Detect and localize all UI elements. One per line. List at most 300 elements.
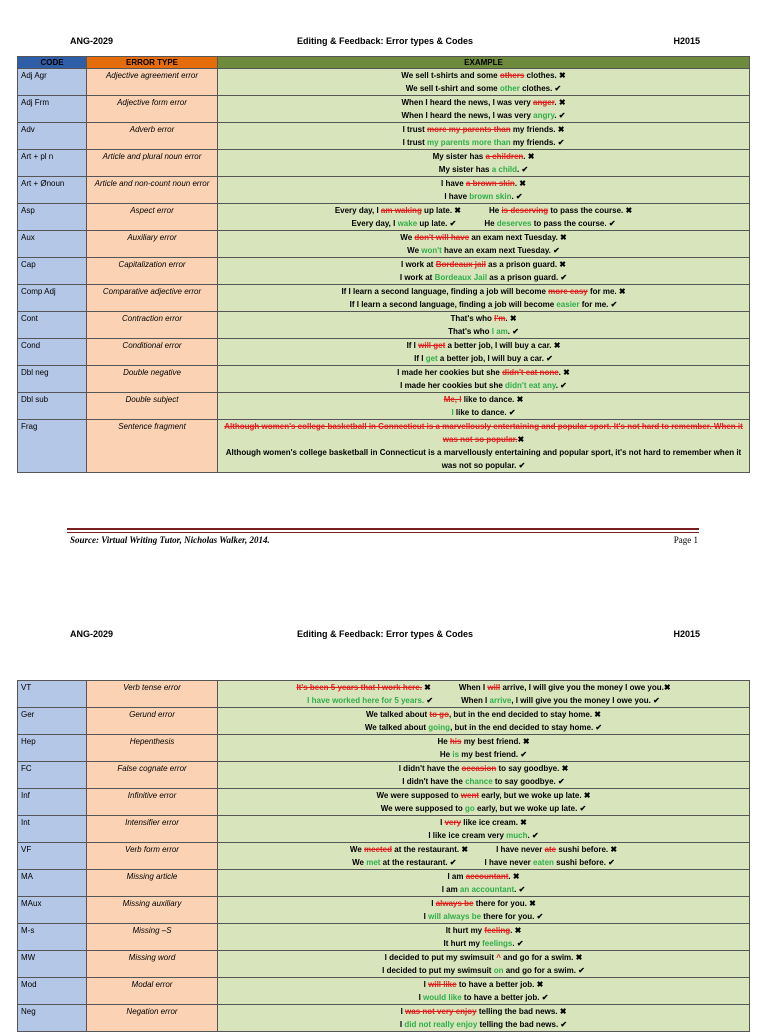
example-text: I have never <box>496 845 545 854</box>
example-text: to say goodbye. ✔ <box>492 777 565 786</box>
incorrect-text: others <box>499 71 525 80</box>
example-text: We talked about <box>365 710 430 719</box>
error-type: Conditional error <box>87 339 218 366</box>
example-text: Although women's college basketball in Connecticut is a marvellously entertaining and popular sport, it's not hard to remember when it was not so popular. ✔ <box>225 448 742 470</box>
corrected-text: my parents more than <box>427 138 511 147</box>
corrected-text: angry <box>533 111 555 120</box>
incorrect-text: was not very enjoy <box>405 1007 477 1016</box>
error-code: Cap <box>18 258 87 285</box>
corrected-text: eaten <box>533 858 554 867</box>
example-line <box>221 924 746 937</box>
example-line <box>221 298 746 311</box>
corrected-text: did not really enjoy <box>404 1020 478 1029</box>
example-line <box>221 1018 746 1031</box>
corrected-text: easier <box>556 300 580 309</box>
table-row <box>18 870 750 897</box>
incorrect-text: very <box>444 818 462 827</box>
course-code: ANG-2029 <box>70 629 114 639</box>
example-cell <box>218 204 750 231</box>
example-text: We sell t-shirt and some <box>405 84 500 93</box>
incorrect-text: will like <box>428 980 457 989</box>
example-line <box>307 694 433 707</box>
example-text: like ice cream. ✖ <box>461 818 527 827</box>
example-line <box>221 285 746 298</box>
example-line <box>221 1005 746 1018</box>
table-row <box>18 762 750 789</box>
example-text: I <box>423 980 429 989</box>
footer-page-number: Page 1 <box>673 535 698 545</box>
example-line <box>221 339 746 352</box>
incorrect-text: occasion <box>461 764 497 773</box>
table-row <box>18 789 750 816</box>
error-code: Hep <box>18 735 87 762</box>
example-line <box>221 870 746 883</box>
example-text: at the restaurant. ✔ <box>380 858 457 867</box>
example-cell <box>218 258 750 285</box>
example-text: to pass the course. ✖ <box>548 206 633 215</box>
example-line <box>221 352 746 365</box>
example-cell <box>218 312 750 339</box>
error-type: Adjective agreement error <box>87 69 218 96</box>
table-row <box>18 735 750 762</box>
error-type: Verb form error <box>87 843 218 870</box>
table-row <box>18 258 750 285</box>
error-code: Art + pl n <box>18 150 87 177</box>
example-cell <box>218 69 750 96</box>
example-line <box>221 123 746 136</box>
example-text: I decided to put my swimsuit <box>382 966 494 975</box>
example-text: . ✔ <box>507 327 519 336</box>
example-text: We were supposed to <box>376 791 461 800</box>
example-text: . ✔ <box>514 885 526 894</box>
example-text: sushi before. ✖ <box>556 845 618 854</box>
example-text: If I <box>414 354 426 363</box>
example-text: to pass the course. ✔ <box>531 219 616 228</box>
example-text: ✖ <box>517 435 525 444</box>
error-type: Sentence fragment <box>87 420 218 473</box>
table-row <box>18 366 750 393</box>
example-cell <box>218 708 750 735</box>
example-text: I didn't have the <box>402 777 466 786</box>
example-line <box>496 843 617 856</box>
incorrect-text: always be <box>435 899 474 908</box>
example-cell <box>218 816 750 843</box>
error-code: Asp <box>18 204 87 231</box>
example-line <box>296 681 430 694</box>
example-text: there for you. ✖ <box>473 899 536 908</box>
corrected-text: on <box>493 966 504 975</box>
example-line <box>221 325 746 338</box>
example-text: to have a better job. ✖ <box>456 980 544 989</box>
example-line <box>351 217 456 230</box>
example-pair <box>221 856 746 869</box>
corrected-text: won't <box>421 246 442 255</box>
example-text: . ✔ <box>555 381 567 390</box>
example-text: arrive, I will give you the money I owe you.✖ <box>500 683 671 692</box>
corrected-text: I <box>451 408 454 417</box>
incorrect-text: Me, I <box>443 395 462 404</box>
example-text: clothes. <box>519 84 555 93</box>
incorrect-text: accountant <box>465 872 509 881</box>
example-line <box>221 244 746 257</box>
example-text: my best friend. ✖ <box>461 737 530 746</box>
table-row <box>18 285 750 312</box>
example-line <box>221 951 746 964</box>
example-text: Every day, I <box>334 206 381 215</box>
example-text: like to dance. ✖ <box>461 395 524 404</box>
example-text: . ✔ <box>554 111 566 120</box>
course-code: ANG-2029 <box>70 36 114 46</box>
error-code: Frag <box>18 420 87 473</box>
example-line <box>221 708 746 721</box>
incorrect-text: didn't eat none <box>502 368 559 377</box>
example-text: ✖ <box>421 683 431 692</box>
corrected-text: brown skin <box>469 192 512 201</box>
example-text: We <box>352 858 367 867</box>
error-code: MAux <box>18 897 87 924</box>
example-text: early, but we woke up late. ✖ <box>479 791 591 800</box>
example-text: for me. ✔ <box>579 300 618 309</box>
example-text: I have never <box>484 858 533 867</box>
example-pair <box>221 204 746 217</box>
example-text: I like ice cream very <box>428 831 507 840</box>
example-text: clothes. <box>524 71 559 80</box>
example-cell <box>218 1005 750 1032</box>
example-cell <box>218 843 750 870</box>
error-type: Contraction error <box>87 312 218 339</box>
error-type: Gerund error <box>87 708 218 735</box>
example-text: . ✖ <box>505 314 517 323</box>
example-text: My sister has <box>432 152 486 161</box>
page1-header <box>70 36 700 50</box>
example-line <box>221 762 746 775</box>
document-title: Editing & Feedback: Error types & Codes <box>296 629 474 639</box>
corrected-text: didn't eat any <box>505 381 556 390</box>
example-text: as a prison guard. ✖ <box>485 260 566 269</box>
table-row <box>18 231 750 258</box>
example-line <box>221 883 746 896</box>
example-text: He <box>437 737 450 746</box>
example-text: . ✖ <box>508 872 520 881</box>
corrected-text: go <box>465 804 475 813</box>
error-code: Adj Frm <box>18 96 87 123</box>
example-text: That's who <box>448 327 492 336</box>
example-line <box>221 775 746 788</box>
example-text: my best friend. ✔ <box>459 750 528 759</box>
table-row <box>18 312 750 339</box>
incorrect-text: to go <box>429 710 449 719</box>
document-title: Editing & Feedback: Error types & Codes <box>296 36 474 46</box>
example-text: I <box>399 1020 405 1029</box>
corrected-text: a child <box>491 165 518 174</box>
example-text: Every day, I <box>351 219 398 228</box>
example-text: I trust <box>402 125 428 134</box>
example-line <box>221 190 746 203</box>
example-cell <box>218 150 750 177</box>
error-codes-table-page2 <box>17 680 750 1032</box>
example-text: . ✖ <box>558 368 570 377</box>
example-text: there for you. ✔ <box>481 912 544 921</box>
example-line <box>221 829 746 842</box>
term-code: H2015 <box>673 629 700 639</box>
corrected-text: is <box>452 750 460 759</box>
example-line <box>221 721 746 734</box>
table-body-page1 <box>18 69 750 473</box>
example-text: It hurt my <box>443 939 483 948</box>
error-code: Dbl sub <box>18 393 87 420</box>
example-text: as a prison guard. ✔ <box>487 273 568 282</box>
table-row <box>18 897 750 924</box>
corrected-text: Bordeaux Jail <box>434 273 488 282</box>
example-text: a better job, I will buy a car. ✔ <box>437 354 553 363</box>
table-row <box>18 393 750 420</box>
example-text: When I <box>461 696 490 705</box>
table-body-page2 <box>18 681 750 1032</box>
header-error-type: ERROR TYPE <box>87 57 218 69</box>
example-cell <box>218 339 750 366</box>
incorrect-text: feeling <box>484 926 511 935</box>
error-code: MA <box>18 870 87 897</box>
example-cell <box>218 897 750 924</box>
example-text: . ✔ <box>511 192 523 201</box>
example-line <box>221 366 746 379</box>
corrected-text: an accountant <box>459 885 515 894</box>
table-row <box>18 177 750 204</box>
error-type: Modal error <box>87 978 218 1005</box>
incorrect-text: don't will have <box>414 233 470 242</box>
table-row <box>18 978 750 1005</box>
example-cell <box>218 951 750 978</box>
error-type: Auxiliary error <box>87 231 218 258</box>
table-row <box>18 150 750 177</box>
example-cell <box>218 231 750 258</box>
example-text: telling the bad news. ✔ <box>477 1020 568 1029</box>
example-text: I have <box>444 192 470 201</box>
corrected-text: going <box>428 723 451 732</box>
example-line <box>221 991 746 1004</box>
error-type: Article and plural noun error <box>87 150 218 177</box>
incorrect-text: meeted <box>364 845 393 854</box>
incorrect-text: more easy <box>548 287 588 296</box>
example-text: my friends. ✖ <box>510 125 565 134</box>
example-text: We were supposed to <box>380 804 466 813</box>
example-line <box>221 231 746 244</box>
example-text: ✔ <box>424 696 434 705</box>
example-line <box>221 69 746 82</box>
table-row <box>18 420 750 473</box>
error-type: Verb tense error <box>87 681 218 708</box>
table-row <box>18 816 750 843</box>
insertion-caret: ^ <box>496 953 501 962</box>
example-line <box>221 393 746 406</box>
example-text: When I heard the news, I was very <box>401 98 534 107</box>
example-text: up late. ✖ <box>421 206 461 215</box>
example-text: , but in the end decided to stay home. ✔ <box>450 723 603 732</box>
example-line <box>221 109 746 122</box>
table-row <box>18 924 750 951</box>
example-text: sushi before. ✔ <box>553 858 615 867</box>
example-text: I didn't have the <box>398 764 462 773</box>
example-text: I work at <box>399 273 435 282</box>
example-text: . ✖ <box>510 926 522 935</box>
table-row <box>18 339 750 366</box>
example-text: and go for a swim. ✖ <box>500 953 583 962</box>
example-line <box>489 204 632 217</box>
error-code: Neg <box>18 1005 87 1032</box>
example-text: to have a better job. ✔ <box>461 993 549 1002</box>
example-pair <box>221 681 746 694</box>
corrected-text: wake <box>397 219 418 228</box>
example-text: my friends. ✔ <box>510 138 565 147</box>
example-cell <box>218 96 750 123</box>
example-line <box>221 789 746 802</box>
error-type: Double subject <box>87 393 218 420</box>
table-row <box>18 843 750 870</box>
example-line <box>221 897 746 910</box>
error-code: Cond <box>18 339 87 366</box>
example-text: I am <box>441 885 460 894</box>
example-text: I decided to put my swimsuit <box>384 953 497 962</box>
example-line <box>221 802 746 815</box>
example-line <box>485 856 615 869</box>
error-type: Missing article <box>87 870 218 897</box>
example-line <box>461 694 660 707</box>
error-type: Aspect error <box>87 204 218 231</box>
example-text: ✖ <box>558 71 566 80</box>
example-text: When I heard the news, I was very <box>401 111 534 120</box>
example-cell <box>218 789 750 816</box>
incorrect-text: I'm <box>494 314 506 323</box>
example-text: . ✔ <box>517 165 529 174</box>
example-cell <box>218 735 750 762</box>
incorrect-text: anger <box>533 98 555 107</box>
example-text: . ✔ <box>512 939 524 948</box>
example-text: I am <box>447 872 466 881</box>
example-text: If I learn a second language, finding a job will become <box>341 287 549 296</box>
corrected-text: feelings <box>482 939 513 948</box>
incorrect-text: will get <box>418 341 446 350</box>
example-pair <box>221 843 746 856</box>
table-row <box>18 708 750 735</box>
error-type: Intensifier error <box>87 816 218 843</box>
example-pair <box>221 694 746 707</box>
error-code: Aux <box>18 231 87 258</box>
example-text: When I <box>458 683 488 692</box>
example-text: at the restaurant. ✖ <box>392 845 469 854</box>
example-line <box>221 163 746 176</box>
footer-rule <box>67 528 699 530</box>
header-example: EXAMPLE <box>218 57 750 69</box>
error-code: Int <box>18 816 87 843</box>
example-line <box>221 82 746 95</box>
example-text: early, but we woke up late. ✔ <box>474 804 587 813</box>
example-line <box>350 843 468 856</box>
example-line <box>221 816 746 829</box>
example-pair <box>221 217 746 230</box>
example-text: I work at <box>401 260 436 269</box>
error-code: VT <box>18 681 87 708</box>
error-code: Cont <box>18 312 87 339</box>
corrected-text: deserves <box>496 219 532 228</box>
corrected-text: would like <box>423 993 462 1002</box>
error-code: FC <box>18 762 87 789</box>
error-type: Missing word <box>87 951 218 978</box>
error-code: Dbl neg <box>18 366 87 393</box>
example-line <box>221 748 746 761</box>
example-line <box>221 978 746 991</box>
corrected-text: other <box>499 84 520 93</box>
example-cell <box>218 762 750 789</box>
example-text: He <box>484 219 497 228</box>
example-text: to say goodbye. ✖ <box>496 764 569 773</box>
error-type: Infinitive error <box>87 789 218 816</box>
example-text: and go for a swim. ✔ <box>503 966 585 975</box>
example-text: have an exam next Tuesday. ✔ <box>441 246 560 255</box>
incorrect-text: more my parents than <box>427 125 511 134</box>
incorrect-text: will <box>487 683 501 692</box>
example-cell <box>218 870 750 897</box>
example-text: If I learn a second language, finding a job will become <box>349 300 557 309</box>
error-type: Hepenthesis <box>87 735 218 762</box>
example-text: I <box>431 899 436 908</box>
error-code: Ger <box>18 708 87 735</box>
example-cell <box>218 681 750 708</box>
incorrect-text: went <box>460 791 480 800</box>
example-cell <box>218 393 750 420</box>
error-type: Missing auxiliary <box>87 897 218 924</box>
table-row <box>18 681 750 708</box>
example-text: telling the bad news. ✖ <box>476 1007 567 1016</box>
example-text: . ✖ <box>554 98 566 107</box>
example-line <box>221 271 746 284</box>
example-text: We <box>349 845 364 854</box>
example-line <box>221 910 746 923</box>
example-text: I <box>440 818 445 827</box>
example-text: I <box>418 993 424 1002</box>
example-cell <box>218 285 750 312</box>
incorrect-text: Bordeaux jail <box>435 260 486 269</box>
example-text: We <box>400 233 415 242</box>
example-line <box>221 312 746 325</box>
term-code: H2015 <box>673 36 700 46</box>
error-code: Mod <box>18 978 87 1005</box>
example-text: I made her cookies but she <box>400 381 506 390</box>
example-cell <box>218 177 750 204</box>
table-row <box>18 123 750 150</box>
example-text: We talked about <box>364 723 429 732</box>
table-row <box>18 1005 750 1032</box>
example-line <box>221 379 746 392</box>
corrected-text: chance <box>465 777 493 786</box>
example-text: If I <box>406 341 419 350</box>
table-header-row <box>18 57 750 69</box>
example-line <box>221 96 746 109</box>
incorrect-text: ate <box>544 845 557 854</box>
example-text: I trust <box>402 138 428 147</box>
example-text: I <box>423 912 429 921</box>
error-code: Art + Ønoun <box>18 177 87 204</box>
header-code: CODE <box>18 57 87 69</box>
corrected-text: get <box>425 354 438 363</box>
corrected-text: arrive <box>489 696 512 705</box>
example-text: I have <box>441 179 466 188</box>
example-text: like to dance. ✔ <box>453 408 516 417</box>
example-cell <box>218 420 750 473</box>
corrected-text: I am <box>491 327 508 336</box>
table-row <box>18 96 750 123</box>
example-text: I <box>400 1007 406 1016</box>
error-type: Capitalization error <box>87 258 218 285</box>
